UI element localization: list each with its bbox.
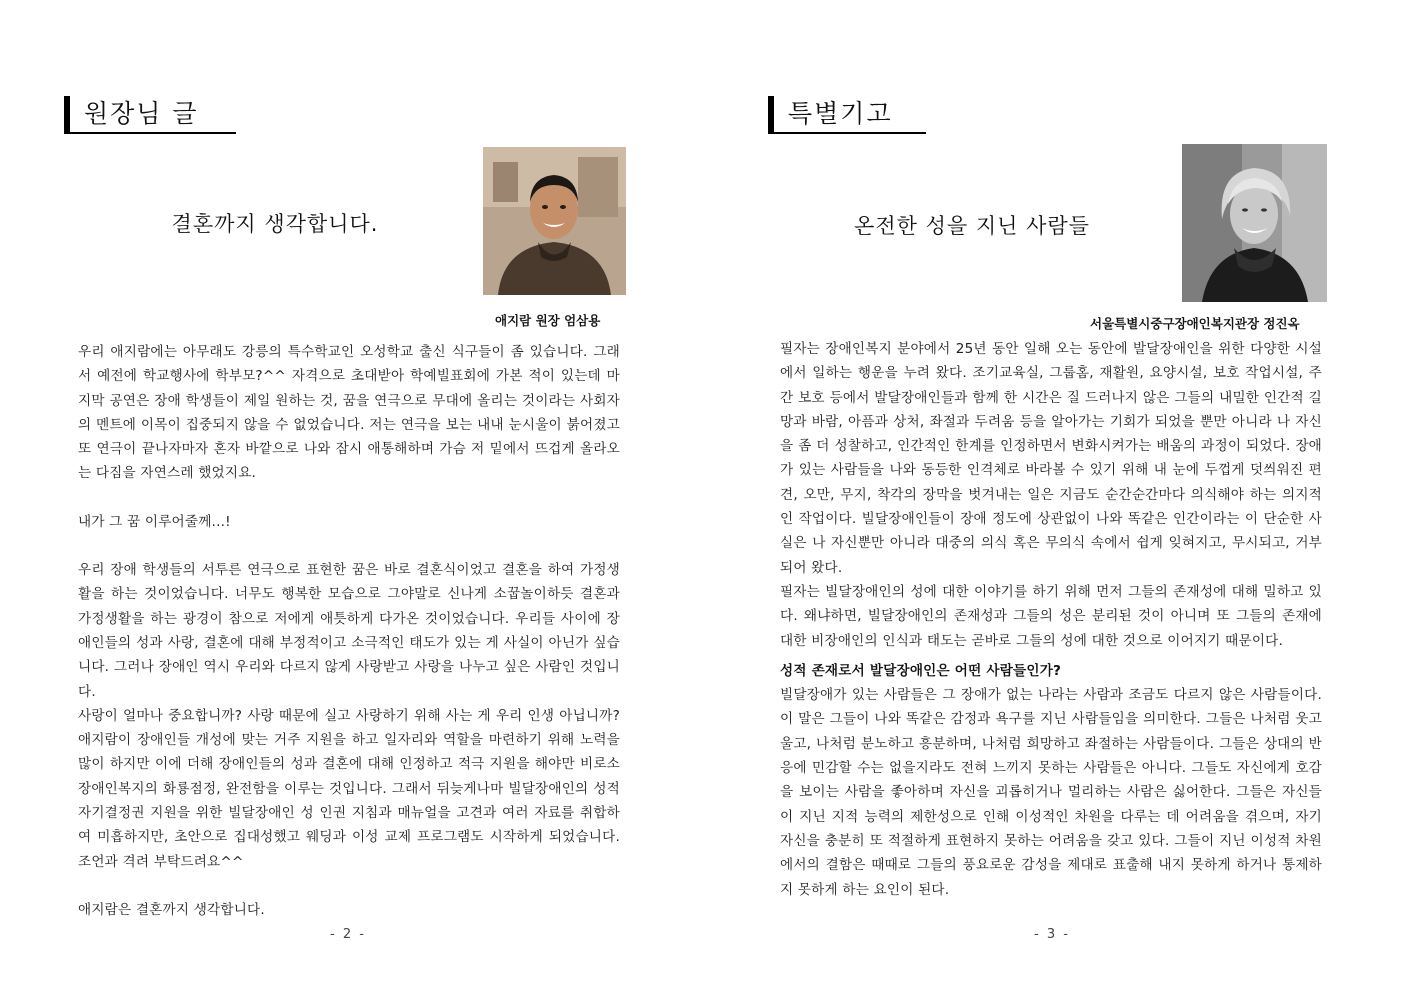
article-body [780, 337, 1322, 902]
portrait-man-photo [483, 147, 626, 295]
paragraph: 필자는 빌달장애인의 성에 대한 이야기를 하기 위해 먼저 그들의 존재성에 대해 밀하고 있다. 왜냐하면, 빌달장애인의 존재성과 그들의 성은 분리된 것이 아니며 또 그들의 존재에 대한 비장애인의 인식과 태도는 곧바로 그들의 성에 대한 것으로 이어지기 때문이다. [780, 583, 1322, 649]
paragraph: 빌달장애가 있는 사람들은 그 장애가 없는 나라는 사람과 조금도 다르지 않은 사람들이다. 이 말은 그들이 나와 똑같은 감정과 욕구를 지닌 사람들임을 의미한다. 그들은 나처럼 웃고 울고, 나처럼 분노하고 흥분하며, 나처럼 희망하고 좌절하는 사람들이다. 그들은 상대의 반응에 민감할 수는 없을지라도 전혀 느끼지 못하는 사람들은 아니다. 그들도 자신에게 호감을 보이는 사람을 좋아하며 자신을 괴롭히거나 멀리하는 사람은 싫어한다. 그들은 자신들이 지닌 지적 능력의 제한성으로 인해 이성적인 차원을 다루는 데 어려움을 겪으며, 자기 자신을 충분히 또 적절하게 표현하지 못하는 어려움을 갖고 있다. 그들이 지닌 이성적 차원에서의 결함은 때때로 그들의 풍요로운 감성을 제대로 표출해 내지 못하게 하거나 통제하지 못하게 하는 요인이 된다. [780, 687, 1322, 898]
portrait-woman-photo [1182, 144, 1327, 302]
byline: 애지람 원장 엄삼용 [495, 313, 601, 328]
article-title: 결혼까지 생각합니다. [171, 212, 379, 236]
paragraph: 사랑이 얼마나 중요합니까? 사랑 때문에 실고 사랑하기 위해 사는 게 우리 인생 아닙니까? 애지람이 장애인들 개성에 맞는 거주 지원을 하고 일자리와 역할을 마련하기 위해 노력을 많이 하지만 이에 더해 장애인들의 성과 결혼에 대해 인정하고 적극 지원을 해야만 비로소 장애인복지의 화룡점정, 완전함을 이루는 것입니다. 그래서 뒤늦게나마 빌달장애인의 성적자기결정권 지원을 위한 빌달장애인 성 인권 지침과 매뉴얼을 고견과 여러 자료를 취합하여 미흡하지만, 초안으로 집대성했고 웨딩과 이성 교제 프로그램도 시작하게 되었습니다. 조언과 격려 부탁드려요^^ [78, 707, 620, 870]
page-number: - 3 - [1034, 927, 1070, 942]
right-page [702, 0, 1403, 992]
paragraph: 우리 애지람에는 아무래도 강릉의 특수학교인 오성학교 출신 식구들이 좀 있습니다. 그래서 예전에 학교행사에 학부모?^^ 자격으로 초대받아 학예빌표회에 가본 적이 있는데 마지막 공연은 장애 학생들이 제일 원하는 것, 꿈을 연극으로 무대에 올리는 것이라는 사회자의 멘트에 이목이 집중되지 않을 수 없었습니다. 저는 연극을 보는 내내 눈시울이 붉어졌고 또 연극이 끝나자마자 혼자 바깥으로 나와 잠시 애통해하며 가슴 저 밑에서 뜨겁게 올라오는 다짐을 자연스레 했었지요. [78, 344, 620, 482]
section-title: 원장님 글 [84, 99, 199, 128]
article-body [78, 340, 620, 922]
section-heading [768, 96, 926, 134]
subheading: 성적 존재로서 발달장애인은 어떤 사람들인가? [780, 662, 1062, 679]
byline: 서울특별시중구장애인복지관장 정진옥 [1090, 316, 1300, 331]
page-number: - 2 - [330, 927, 366, 942]
paragraph: 우리 장애 학생들의 서투른 연극으로 표현한 꿈은 바로 결혼식이었고 결혼을 하여 가정생활을 하는 것이었습니다. 너무도 행복한 모습으로 그야말로 신나게 소꿉놀이하듯 결혼과 가정생활을 하는 광경이 참으로 저에게 애틋하게 다가온 것이었습니다. 우리들 사이에 장애인들의 성과 사랑, 결혼에 대해 부정적이고 소극적인 태도가 있는 게 사실이 아닌가 싶습니다. 그러나 장애인 역시 우리와 다르지 않게 사랑받고 사랑을 나누고 싶은 사람인 것입니다. [78, 562, 620, 700]
paragraph: 애지람은 결혼까지 생각합니다. [78, 901, 265, 918]
article-title: 온전한 성을 지닌 사람들 [854, 214, 1090, 238]
section-title: 특별기고 [788, 99, 893, 128]
paragraph: 필자는 장애인복지 분야에서 25년 동안 일해 오는 동안에 발달장애인을 위한 다양한 시설에서 일하는 행운을 누려 왔다. 조기교육실, 그룹홈, 재활원, 요양시설, 보호 작업시설, 주간 보호 등에서 발달장애인들과 함께 한 시간은 질 드러나지 않은 그들의 내밀한 인간적 길망과 바람, 아픔과 상처, 좌절과 두려움 등을 알아가는 기회가 되었을 뿐만 아니라 나 자신을 좀 더 성찰하고, 인간적인 한계를 인정하면서 변화시켜가는 배움의 과정이 되었다. 장애가 있는 사람들을 나와 동등한 인격체로 바라볼 수 있기 위해 내 눈에 두껍게 덧씌워진 편견, 오만, 무지, 착각의 장막을 벗겨내는 일은 지금도 순간순간마다 의식해야 하는 의지적인 작업이다. 빌달장애인들이 장애 정도에 상관없이 나와 똑같은 인간이라는 이 단순한 사실은 나 자신뿐만 아니라 대중의 의식 혹은 무의식 속에서 쉽게 잊혀지고, 무시되고, 거부되어 왔다. [780, 341, 1322, 576]
paragraph: 내가 그 꿈 이루어줄께...! [78, 513, 231, 530]
section-heading [64, 96, 236, 134]
